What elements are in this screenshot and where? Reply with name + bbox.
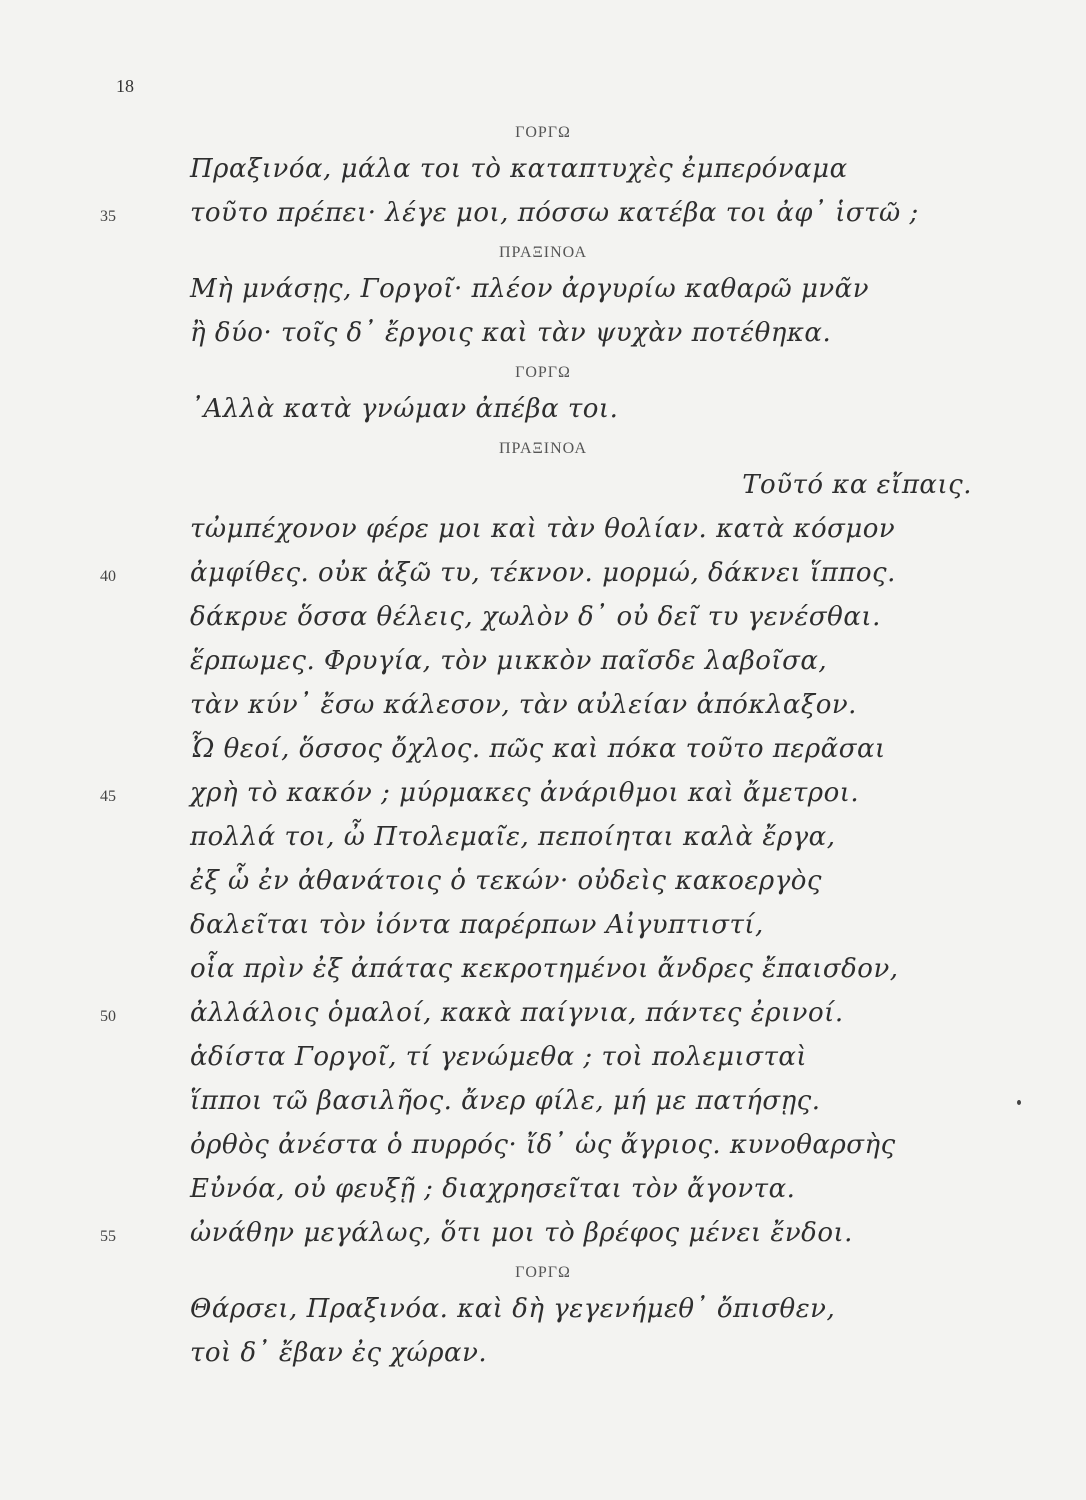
verse-text xyxy=(0,118,1086,1378)
speaker-label-gorgo: ΓΟΡΓΩ xyxy=(515,1264,571,1281)
verse-line xyxy=(0,906,1086,950)
verse-line xyxy=(0,862,1086,906)
speaker-label-praxinoa: ΠΡΑΞΙΝΟΑ xyxy=(498,440,588,457)
line-number: 50 xyxy=(100,1008,116,1025)
verse-line xyxy=(0,774,1086,818)
speaker-label-gorgo: ΓΟΡΓΩ xyxy=(515,364,571,381)
verse-line xyxy=(0,598,1086,642)
verse-line-text: ἐξ ὧ ἐν ἀθανάτοις ὁ τεκών· οὐδεὶς κακοεργὸς xyxy=(190,866,822,896)
verse-line xyxy=(0,390,1086,434)
speaker-heading xyxy=(0,238,1086,270)
verse-line-text: Ὦ θεοί, ὅσσος ὄχλος. πῶς καὶ πόκα τοῦτο περᾶσαι xyxy=(190,734,886,764)
speaker-label-gorgo: ΓΟΡΓΩ xyxy=(515,124,571,141)
line-number: 45 xyxy=(100,788,116,805)
verse-line xyxy=(0,1082,1086,1126)
line-number: 35 xyxy=(100,208,116,225)
verse-line-text: ᾽Αλλὰ κατὰ γνώμαν ἀπέβα τοι. xyxy=(190,394,619,424)
verse-line-text: Θάρσει, Πραξινόα. καὶ δὴ γεγενήμεθ᾽ ὄπισθεν, xyxy=(190,1294,836,1324)
verse-line-text: ὠνάθην μεγάλως, ὅτι μοι τὸ βρέφος μένει ἔνδοι. xyxy=(190,1218,853,1248)
speaker-heading xyxy=(0,358,1086,390)
verse-line-text: ἵπποι τῶ βασιλῆος. ἄνερ φίλε, μή με πατήσῃς. xyxy=(190,1086,821,1116)
line-number: 55 xyxy=(100,1228,116,1245)
verse-line xyxy=(0,1334,1086,1378)
verse-line-text: Τοῦτό κα εἴπαις. xyxy=(742,470,972,500)
verse-line-text: Πραξινόα, μάλα τοι τὸ καταπτυχὲς ἐμπερόναμα xyxy=(190,154,848,184)
verse-line-text: τὠμπέχονον φέρε μοι καὶ τὰν θολίαν. κατὰ κόσμον xyxy=(190,514,896,544)
verse-line-text: ἕρπωμες. Φρυγία, τὸν μικκὸν παῖσδε λαβοῖσα, xyxy=(190,646,828,676)
verse-line xyxy=(0,994,1086,1038)
speaker-heading xyxy=(0,434,1086,466)
verse-line xyxy=(0,314,1086,358)
verse-line xyxy=(0,1170,1086,1214)
verse-line xyxy=(0,1214,1086,1258)
verse-line-text: χρὴ τὸ κακόν ; μύρμακες ἀνάριθμοι καὶ ἄμετροι. xyxy=(190,778,860,808)
verse-line xyxy=(0,194,1086,238)
verse-line xyxy=(0,270,1086,314)
verse-line xyxy=(0,1290,1086,1334)
verse-line xyxy=(0,686,1086,730)
verse-line-text: ὀρθὸς ἀνέστα ὁ πυρρός· ἴδ᾽ ὡς ἄγριος. κυνοθαρσὴς xyxy=(190,1130,896,1160)
verse-line xyxy=(0,150,1086,194)
verse-line xyxy=(0,730,1086,774)
verse-line-text: τοῦτο πρέπει· λέγε μοι, πόσσω κατέβα τοι ἀφ᾽ ἱστῶ ; xyxy=(190,198,919,228)
page-number: 18 xyxy=(116,76,134,96)
verse-line-text: ἢ δύο· τοῖς δ᾽ ἔργοις καὶ τὰν ψυχὰν ποτέθηκα. xyxy=(190,318,832,348)
verse-line-text: οἷα πρὶν ἐξ ἀπάτας κεκροτημένοι ἄνδρες ἔπαισδον, xyxy=(190,954,899,984)
verse-line xyxy=(0,642,1086,686)
speaker-heading xyxy=(0,118,1086,150)
verse-line-text: Μὴ μνάσῃς, Γοργοῖ· πλέον ἀργυρίω καθαρῶ μνᾶν xyxy=(190,274,870,304)
speaker-heading xyxy=(0,1258,1086,1290)
line-number: 40 xyxy=(100,568,116,585)
verse-line-text: ἀλλάλοις ὁμαλοί, κακὰ παίγνια, πάντες ἐρινοί. xyxy=(190,998,844,1028)
verse-line xyxy=(0,950,1086,994)
verse-line xyxy=(0,554,1086,598)
verse-line-text: τοὶ δ᾽ ἔβαν ἐς χώραν. xyxy=(190,1338,488,1368)
verse-line xyxy=(0,466,1086,510)
verse-line-text: δαλεῖται τὸν ἰόντα παρέρπων Αἰγυπτιστί, xyxy=(190,910,764,940)
verse-line xyxy=(0,1126,1086,1170)
ink-speck xyxy=(1017,1100,1021,1105)
verse-line-text: δάκρυε ὅσσα θέλεις, χωλὸν δ᾽ οὐ δεῖ τυ γενέσθαι. xyxy=(190,602,881,632)
verse-line-text: ἀμφίθες. οὐκ ἀξῶ τυ, τέκνον. μορμώ, δάκνει ἵππος. xyxy=(190,558,896,588)
verse-line-text: πολλά τοι, ὦ Πτολεμαῖε, πεποίηται καλὰ ἔργα, xyxy=(190,822,836,852)
verse-line xyxy=(0,510,1086,554)
verse-line xyxy=(0,818,1086,862)
speaker-label-praxinoa: ΠΡΑΞΙΝΟΑ xyxy=(498,244,588,261)
verse-line-text: ἁδίστα Γοργοῖ, τί γενώμεθα ; τοὶ πολεμισταὶ xyxy=(190,1042,808,1072)
verse-line-text: τὰν κύν᾽ ἔσω κάλεσον, τὰν αὐλείαν ἀπόκλαξον. xyxy=(190,690,857,720)
verse-line xyxy=(0,1038,1086,1082)
verse-line-text: Εὐνόα, οὐ φευξῇ ; διαχρησεῖται τὸν ἄγοντα. xyxy=(190,1174,796,1204)
